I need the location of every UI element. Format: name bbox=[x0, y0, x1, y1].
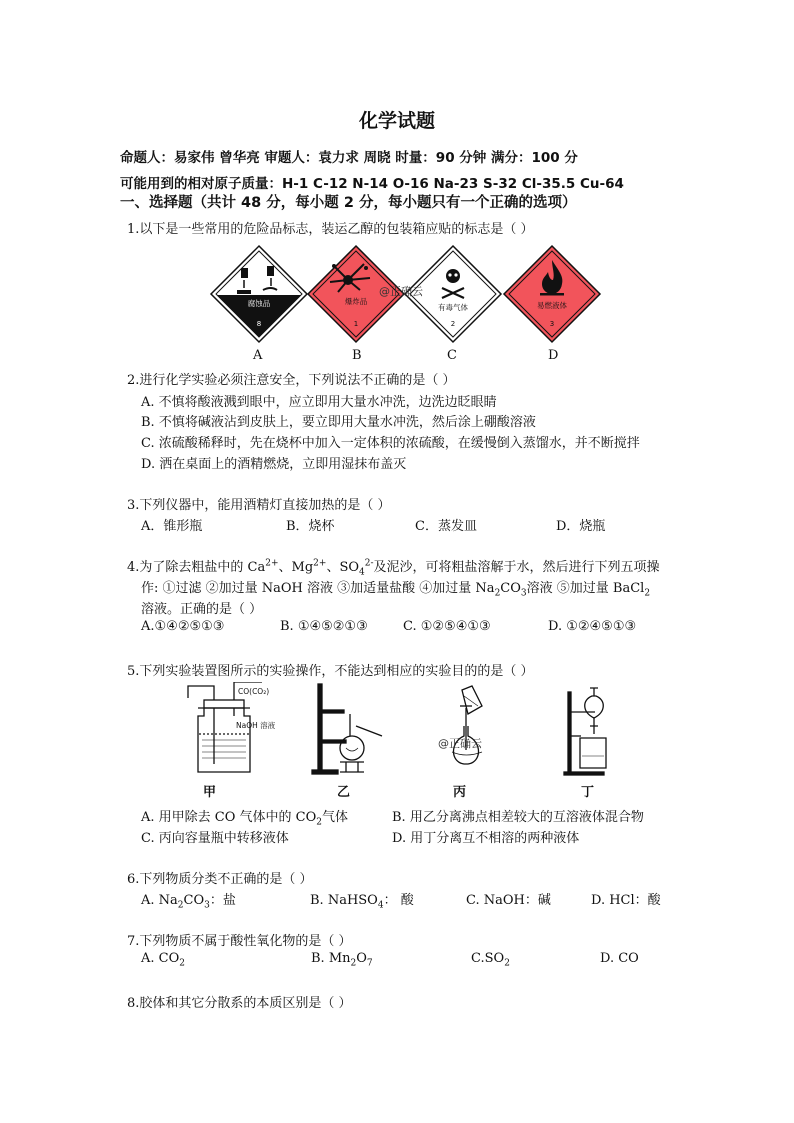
q6-option-b: B. NaHSO$_4$： 酸 bbox=[310, 893, 414, 911]
page-title: 化学试题 bbox=[358, 110, 435, 132]
label-naoh: NaOH 溶液 bbox=[236, 721, 276, 730]
q4-stem: 4.为了除去粗盐中的 $Ca^{2+}$、$Mg^{2+}$、$SO_4^{2-}$及泥沙，可将粗盐溶解于水，然后进行下列五项操 bbox=[127, 558, 660, 578]
caption-bing: 丙 bbox=[453, 785, 467, 800]
apparatus-volumetric-flask bbox=[452, 686, 482, 764]
apparatus-distillation bbox=[312, 684, 382, 774]
q3-option-b: B．烧杯 bbox=[286, 519, 335, 534]
q5-option-d: D. 用丁分离互不相溶的两种液体 bbox=[392, 831, 580, 846]
watermark: @正确云 bbox=[379, 285, 423, 298]
sign-c-num: 2 bbox=[450, 320, 456, 328]
q4-option-b: B. ①④⑤②①③ bbox=[280, 619, 368, 634]
q3-option-d: D．烧瓶 bbox=[556, 519, 606, 534]
sign-corrosive bbox=[211, 246, 307, 342]
q6-option-c: C. NaOH：碱 bbox=[466, 893, 551, 908]
label-co-co2: CO(CO₂) bbox=[238, 687, 270, 696]
sign-c-text: 有毒气体 bbox=[438, 303, 468, 312]
q7-option-d: D. CO bbox=[600, 951, 639, 966]
q5-option-c: C. 丙向容量瓶中转移液体 bbox=[141, 831, 289, 846]
sign-b-num: 1 bbox=[353, 320, 359, 328]
q2-stem: 2.进行化学实验必须注意安全，下列说法不正确的是（ ） bbox=[127, 373, 456, 388]
q2-option-b: B. 不慎将碱液沾到皮肤上，要立即用大量水冲洗，然后涂上硼酸溶液 bbox=[141, 415, 536, 430]
q2-option-d: D. 洒在桌面上的酒精燃烧，立即用湿抹布盖灭 bbox=[141, 457, 407, 472]
q4-option-a: A.①④②⑤①③ bbox=[141, 619, 225, 634]
caption-ding: 丁 bbox=[581, 785, 595, 800]
sign-label-d: D bbox=[548, 348, 559, 363]
apparatus-separating-funnel bbox=[564, 688, 606, 775]
q7-stem: 7.下列物质不属于酸性氧化物的是（ ） bbox=[127, 934, 352, 949]
apparatus-figures bbox=[180, 682, 620, 782]
sign-d-num: 3 bbox=[549, 320, 555, 328]
exam-info: 命题人：易家伟 曾华亮 审题人：袁力求 周晓 时量：90 分钟 满分：100 分 bbox=[120, 150, 578, 166]
sign-a-num: 8 bbox=[256, 320, 262, 328]
sign-a-text: 腐蚀品 bbox=[247, 299, 271, 308]
sign-flammable bbox=[504, 246, 600, 342]
caption-jia: 甲 bbox=[203, 785, 217, 800]
q3-option-a: A．锥形瓶 bbox=[141, 519, 203, 534]
q4-option-c: C. ①②⑤④①③ bbox=[403, 619, 491, 634]
caption-yi: 乙 bbox=[337, 785, 351, 800]
section-heading: 一、选择题（共计 48 分，每小题 2 分，每小题只有一个正确的选项） bbox=[120, 195, 577, 211]
q4-option-d: D. ①②④⑤①③ bbox=[548, 619, 637, 634]
sign-b-text: 爆炸品 bbox=[344, 297, 368, 306]
sign-label-b: B bbox=[352, 348, 362, 363]
q6-option-a: A. $Na_2CO_3$：盐 bbox=[141, 893, 236, 911]
q7-option-a: A. $CO_2$ bbox=[141, 951, 185, 969]
q4-stem-end: 溶液。正确的是（ ） bbox=[141, 602, 263, 617]
sign-d-text: 易燃液体 bbox=[537, 301, 567, 310]
atomic-masses: 可能用到的相对原子质量：H-1 C-12 N-14 O-16 Na-23 S-32 Cl-35.5 Cu-64 bbox=[120, 176, 624, 192]
q7-option-b: B. $Mn_2O_7$ bbox=[311, 951, 373, 969]
q1-stem: 1.以下是一些常用的危险品标志，装运乙醇的包装箱应贴的标志是（ ） bbox=[127, 222, 534, 237]
q6-option-d: D. HCl：酸 bbox=[591, 893, 661, 908]
q3-stem: 3.下列仪器中，能用酒精灯直接加热的是（ ） bbox=[127, 498, 391, 513]
q3-option-c: C．蒸发皿 bbox=[415, 519, 477, 534]
sign-label-c: C bbox=[447, 348, 457, 363]
q5-stem: 5.下列实验装置图所示的实验操作，不能达到相应的实验目的的是（ ） bbox=[127, 664, 534, 679]
q5-option-a: A. 用甲除去 CO 气体中的 $CO_2$气体 bbox=[141, 810, 349, 828]
q4-steps: 作: ①过滤 ②加过量 NaOH 溶液 ③加适量盐酸 ④加过量 $Na_2CO_3$溶液 ⑤加过量 BaCl$_2$ bbox=[141, 581, 651, 599]
q8-stem: 8.胶体和其它分散系的本质区别是（ ） bbox=[127, 996, 352, 1011]
q7-option-c: $C.SO_2$ bbox=[471, 951, 510, 969]
q6-stem: 6.下列物质分类不正确的是（ ） bbox=[127, 872, 313, 887]
q2-option-c: C. 浓硫酸稀释时，先在烧杯中加入一定体积的浓硫酸，在缓慢倒入蒸馏水，并不断搅拌 bbox=[141, 436, 640, 451]
q5-option-b: B. 用乙分离沸点相差较大的互溶液体混合物 bbox=[392, 810, 644, 825]
sign-label-a: A bbox=[253, 348, 263, 363]
q2-option-a: A. 不慎将酸液溅到眼中，应立即用大量水冲洗，边洗边眨眼睛 bbox=[141, 395, 497, 410]
watermark-2: @正确云 bbox=[438, 737, 482, 750]
